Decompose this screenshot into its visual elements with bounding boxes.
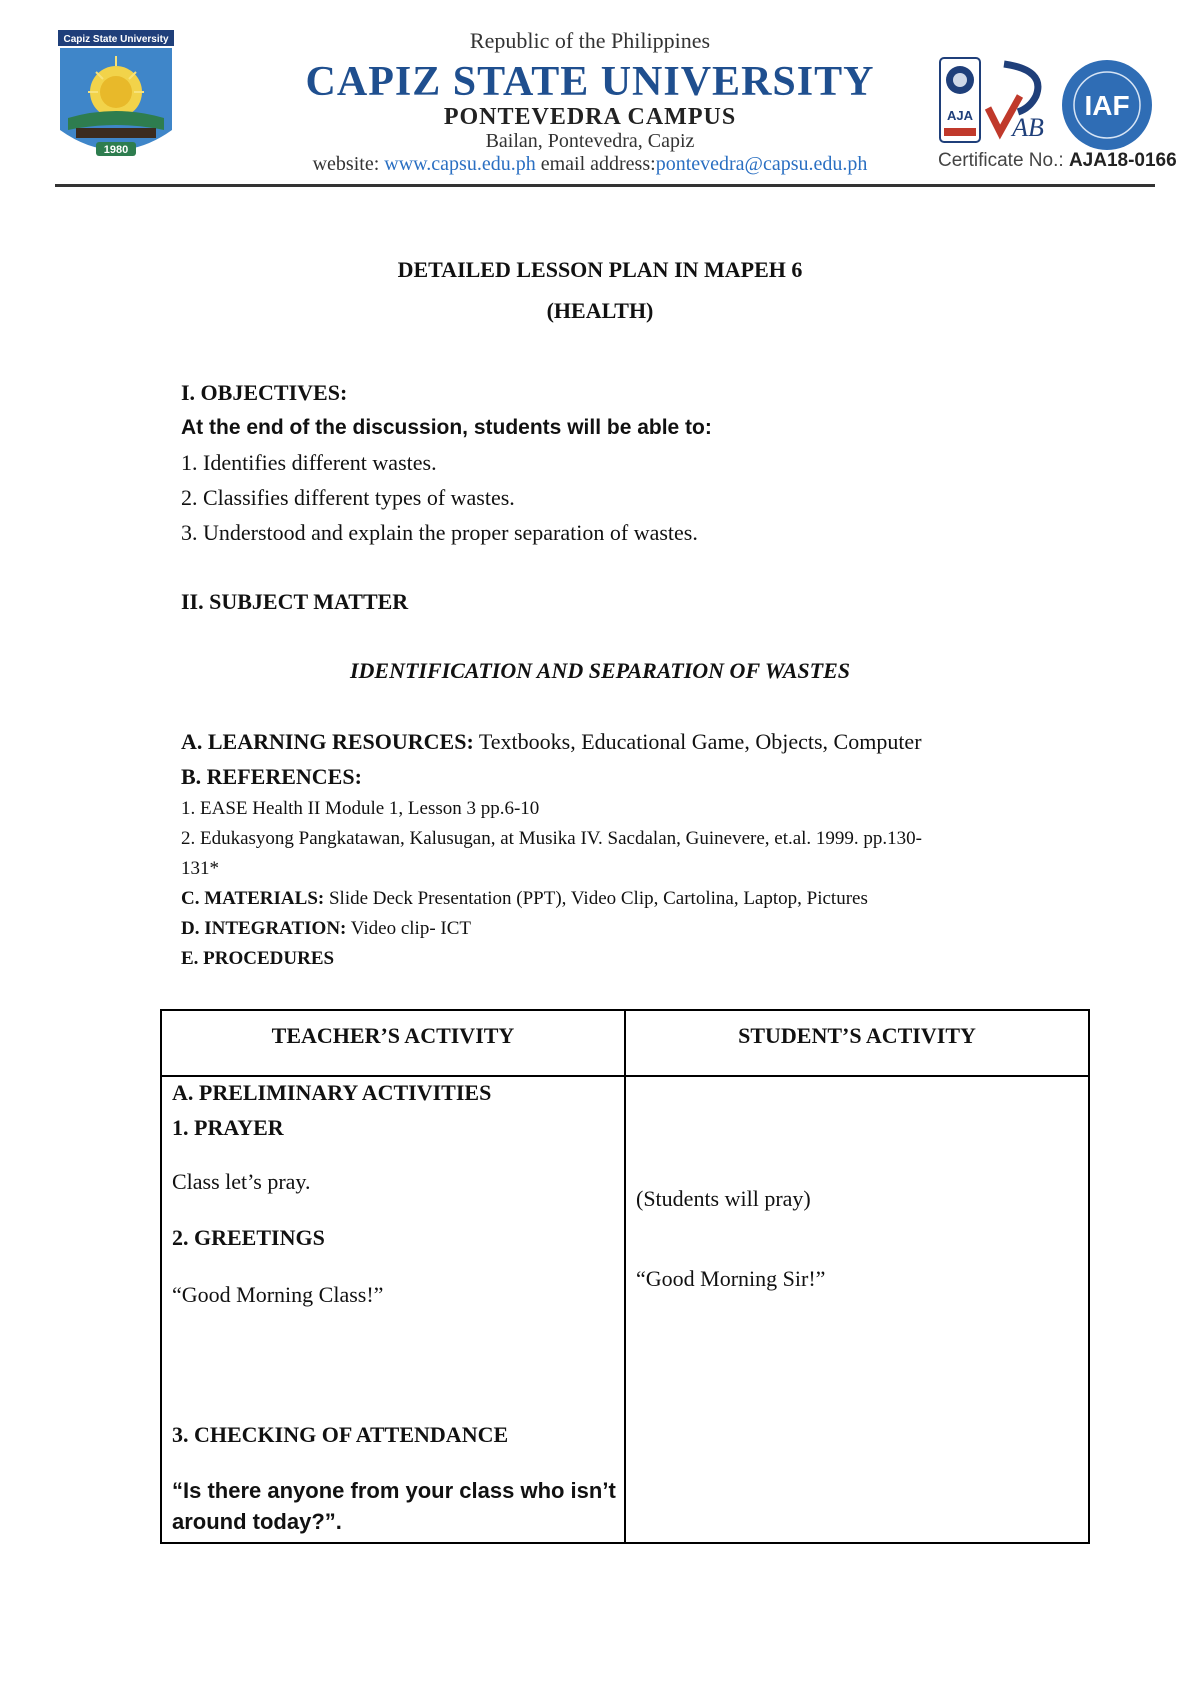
lesson-topic: IDENTIFICATION AND SEPARATION OF WASTES (349, 658, 851, 683)
materials (181, 888, 868, 910)
objectives-heading: I. OBJECTIVES: (181, 380, 348, 405)
email-link[interactable]: pontevedra@capsu.edu.ph (655, 153, 868, 175)
integration-label: D. INTEGRATION: (181, 918, 347, 939)
learning-resources-value: Textbooks, Educational Game, Objects, Computer (473, 729, 922, 754)
student-prayer-response: (Students will pray) (636, 1186, 811, 1211)
table-header-divider (162, 1075, 1088, 1077)
teacher-greeting-text: “Good Morning Class!” (172, 1282, 384, 1307)
aja-certification-logo (938, 56, 982, 144)
certificate-number (938, 150, 1177, 172)
svg-text:AB: AB (1012, 113, 1044, 142)
jab-accreditation-logo (984, 56, 1054, 144)
email-label: email address: (535, 153, 656, 175)
document-title: DETAILED LESSON PLAN IN MAPEH 6 (397, 257, 803, 282)
subject-matter-heading: II. SUBJECT MATTER (181, 589, 409, 614)
objective-item: 1. Identifies different wastes. (181, 450, 437, 475)
certificate-label: Certificate No.: (938, 150, 1069, 171)
university-seal-logo (58, 30, 174, 170)
attendance-heading: 3. CHECKING OF ATTENDANCE (172, 1422, 509, 1447)
learning-resources-label: A. LEARNING RESOURCES: (181, 729, 474, 754)
svg-text:AJA: AJA (946, 108, 974, 123)
student-activity-header: STUDENT’S ACTIVITY (738, 1023, 976, 1048)
svg-text:1980: 1980 (103, 144, 129, 156)
university-name: CAPIZ STATE UNIVERSITY (305, 59, 875, 105)
procedures-heading: E. PROCEDURES (181, 948, 335, 969)
republic-line: Republic of the Philippines (469, 28, 711, 53)
materials-label: C. MATERIALS: (181, 888, 325, 909)
svg-text:Capiz State University: Capiz State University (63, 34, 169, 45)
teacher-prayer-text: Class let’s pray. (172, 1169, 311, 1194)
greetings-heading: 2. GREETINGS (172, 1225, 325, 1250)
student-greeting-response: “Good Morning Sir!” (636, 1266, 826, 1291)
reference-item-continued: 131* (181, 858, 219, 879)
reference-item: 1. EASE Health II Module 1, Lesson 3 pp.6-10 (181, 798, 540, 819)
certificate-value: AJA18-0166 (1068, 150, 1177, 171)
references-heading: B. REFERENCES: (181, 764, 362, 789)
document-subtitle: (HEALTH) (546, 298, 654, 323)
letterhead-divider (55, 184, 1155, 187)
learning-resources (181, 729, 922, 755)
teacher-activity-header: TEACHER’S ACTIVITY (271, 1023, 515, 1048)
objective-item: 2. Classifies different types of wastes. (181, 485, 515, 510)
website-link[interactable]: www.capsu.edu.ph (384, 153, 536, 175)
integration-value: Video clip- ICT (346, 918, 472, 939)
iaf-logo (1060, 58, 1154, 152)
activity-table (160, 1009, 1090, 1544)
integration (181, 918, 471, 940)
materials-value: Slide Deck Presentation (PPT), Video Clip, Cartolina, Laptop, Pictures (324, 888, 868, 909)
campus-address: Bailan, Pontevedra, Capiz (485, 130, 695, 152)
objectives-intro: At the end of the discussion, students will be able to: (181, 416, 712, 439)
contact-line (230, 153, 950, 176)
reference-item: 2. Edukasyong Pangkatawan, Kalusugan, at Musika IV. Sacdalan, Guinevere, et.al. 1999. pp.130- (181, 828, 923, 849)
svg-text:IAF: IAF (1084, 90, 1130, 121)
prayer-heading: 1. PRAYER (172, 1115, 284, 1140)
campus-name: PONTEVEDRA CAMPUS (443, 104, 737, 130)
preliminary-activities-heading: A. PRELIMINARY ACTIVITIES (172, 1080, 492, 1105)
table-column-divider (624, 1011, 626, 1542)
website-label: website: (312, 153, 385, 175)
teacher-attendance-question: “Is there anyone from your class who isn’t around today?”. (172, 1478, 616, 1534)
objective-item: 3. Understood and explain the proper separation of wastes. (181, 520, 698, 545)
